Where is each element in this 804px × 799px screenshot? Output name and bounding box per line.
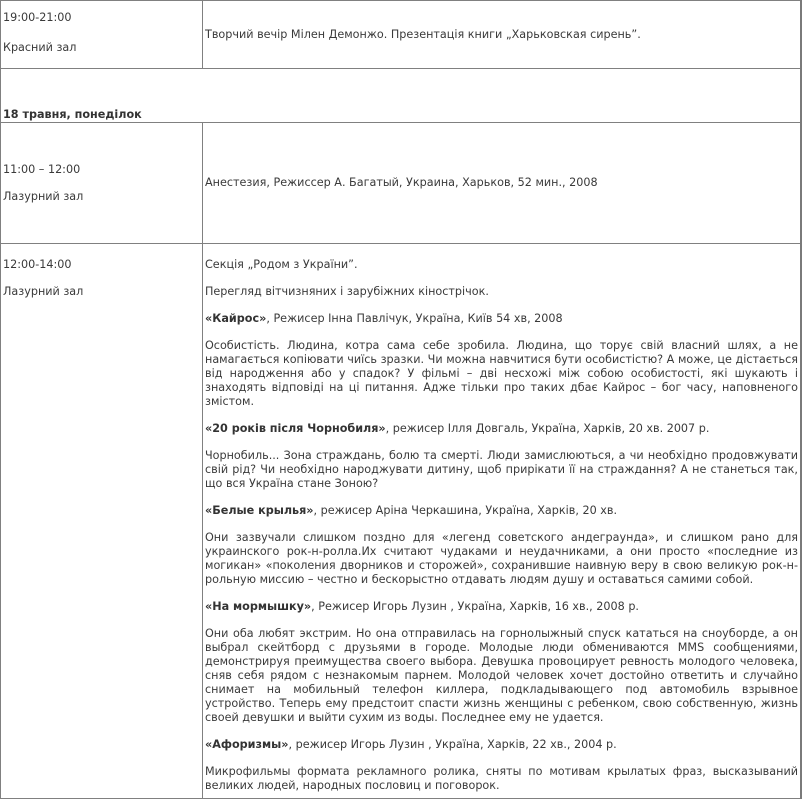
table-row <box>1 244 802 799</box>
film-title: «Белые крылья» <box>205 504 314 517</box>
film-description: Особистість. Людина, котра сама себе зробила. Людина, що торує свій власний шлях, а не намагається копіювати чиїсь зразки. Чи можна навчитися бути особистістю? А може, це дістається від народження або у спадок? У фільмі – дві несхожі між собою особистості, які шукають і знаходять відповіді на ці питання. Адже тільки про таких дбає Кайрос – бог часу, наповненого змістом. <box>205 339 798 408</box>
event-text: Анестезия, Режиссер А. Багатый, Украина, Харьков, 52 мин., 2008 <box>205 176 598 189</box>
table-row <box>1 69 802 123</box>
film-heading <box>205 422 798 436</box>
film-credits: , режисер Аріна Черкашина, Україна, Харків, 20 хв. <box>313 504 618 517</box>
film-description: Микрофильмы формата рекламного ролика, сняты по мотивам крылатых фраз, высказываний великих людей, народных пословиц и поговорок. <box>205 765 798 792</box>
section-subtitle: Перегляд вітчизняних і зарубіжних кінострічок. <box>205 285 489 298</box>
hall-text: Лазурний зал <box>3 189 84 203</box>
time-text: 12:00-14:00 <box>3 258 72 271</box>
hall-text: Красний зал <box>3 41 77 54</box>
film-title: «На мормышку» <box>205 600 312 613</box>
event-text: Творчий вечір Мілен Демонжо. Презентація книги „Харьковская сирень”. <box>205 27 641 41</box>
table-row <box>1 1 802 69</box>
time-text: 11:00 – 12:00 <box>3 162 81 176</box>
time-cell <box>1 1 203 69</box>
film-title: «Кайрос» <box>205 312 267 325</box>
film-description: Чорнобиль... Зона страждань, болю та смерті. Люди замислюються, а чи необхідно продовжувати свій рід? Чи необхідно народжувати дитину, щоб прирікати її на страждання? А не станеться так, що вся Україна стане Зоною? <box>205 449 798 490</box>
film-description: Они зазвучали слишком поздно для «легенд советского андеграунда», и слишком рано для украинского рок-н-ролла.Их считают чудаками и неудачниками, а они просто «последние из могикан» «поколения дворников и сторожей», сохранившие наивную веру в свою великую рок-н-рольную миссию – честно и бескорыстно отдавать людям душу и оставаться самими собой. <box>205 531 798 586</box>
day-heading-cell <box>1 69 802 123</box>
film-title: «20 років після Чорнобиля» <box>205 422 386 435</box>
day-heading: 18 травня, понеділок <box>3 107 142 121</box>
table-row <box>1 123 802 244</box>
hall-text: Лазурний зал <box>3 285 84 298</box>
film-credits: , Режисер Игорь Лузин , Україна, Харків, 16 хв., 2008 р. <box>311 600 639 613</box>
film-credits: , Режисер Інна Павлічук, Україна, Київ 54 хв, 2008 <box>266 312 563 325</box>
film-credits: , режисер Игорь Лузин , Україна, Харків, 22 хв., 2004 р. <box>288 738 617 751</box>
section-title: Секція „Родом з України”. <box>205 258 358 271</box>
film-heading <box>205 600 798 614</box>
film-heading <box>205 738 798 752</box>
film-title: «Афоризмы» <box>205 738 289 751</box>
event-cell <box>203 123 802 244</box>
film-heading <box>205 312 798 326</box>
time-cell <box>1 244 203 799</box>
film-credits: , режисер Ілля Довгаль, Україна, Харків, 20 хв. 2007 р. <box>385 422 710 435</box>
time-cell <box>1 123 203 244</box>
time-text: 19:00-21:00 <box>3 11 72 24</box>
film-heading <box>205 504 798 518</box>
event-cell <box>203 1 802 69</box>
event-cell <box>203 244 802 799</box>
film-description: Они оба любят экстрим. Но она отправилась на горнолыжный спуск кататься на сноуборде, а он выбрал скейтборд с друзьями в городе. Молодые люди обмениваются MMS сообщениями, демонстрируя преимущества своего выбора. Девушка провоцирует ревность молодого человека, сняв себя рядом с незнакомым парнем. Молодой человек хочет достойно ответить и случайно снимает на мобильный телефон киллера, подкладывающего под автомобиль взрывное устройство. Теперь ему предстоит спасти жизнь женщины с ребенком, свою собственную, жизнь своей девушки и выйти сухим из воды. Последнее ему не удается. <box>205 627 798 724</box>
